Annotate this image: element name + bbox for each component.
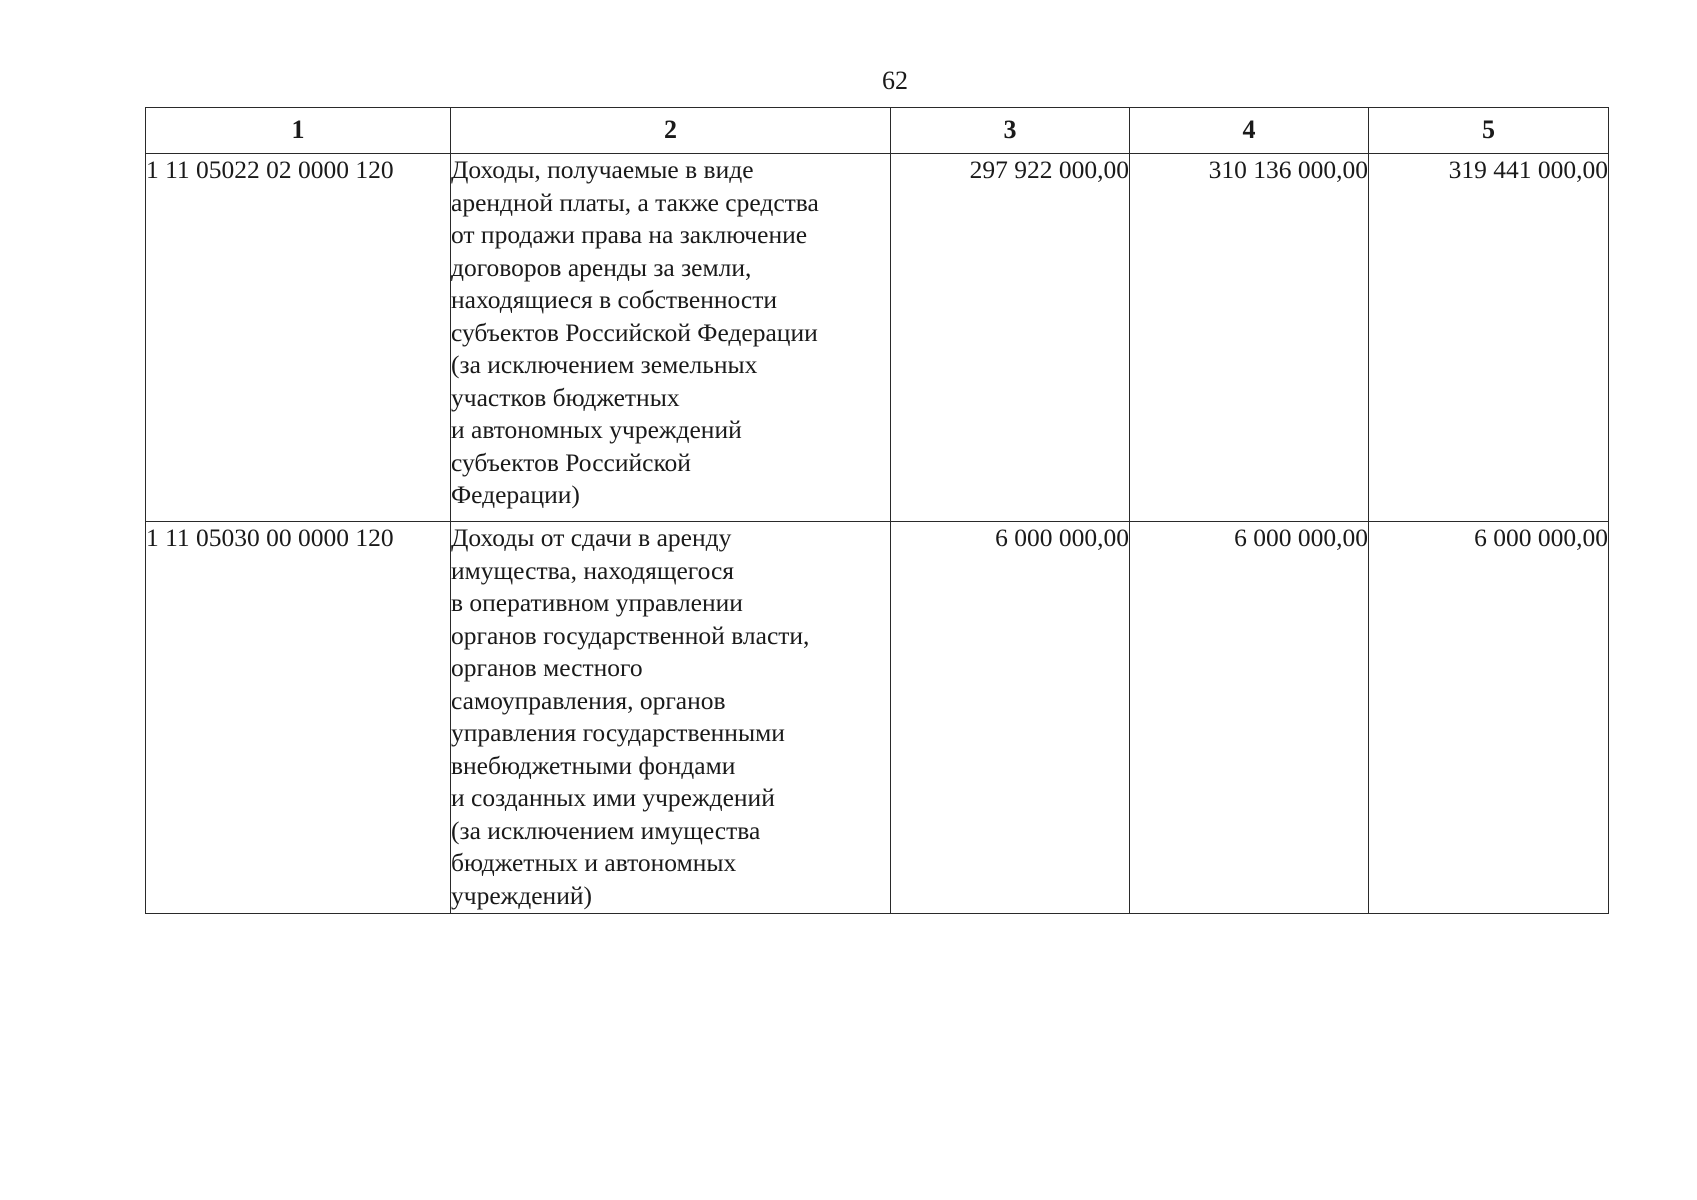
description-line: от продажи права на заключение — [451, 220, 808, 249]
row-value-col5: 319 441 000,00 — [1369, 154, 1609, 522]
row-description — [451, 522, 891, 914]
row-value-col4: 310 136 000,00 — [1130, 154, 1369, 522]
table-row — [146, 154, 1609, 522]
description-line: органов местного — [451, 653, 643, 682]
description-line: участков бюджетных — [451, 382, 680, 412]
row-value-col3: 297 922 000,00 — [891, 154, 1130, 522]
description-line: управления государственными — [451, 718, 785, 747]
description-line: арендной платы, а также средства — [451, 187, 819, 217]
description-line: субъектов Российской — [451, 447, 691, 477]
description-line: имущества, находящегося — [451, 555, 735, 585]
row-value-col5: 6 000 000,00 — [1369, 522, 1609, 914]
table-row — [146, 522, 1609, 914]
row-description — [451, 154, 891, 522]
row-value-col4: 6 000 000,00 — [1130, 522, 1369, 914]
description-line: и созданных ими учреждений — [451, 783, 775, 812]
description-line: договоров аренды за земли, — [451, 252, 752, 282]
description-line: Доходы, получаемые в виде — [451, 155, 754, 184]
description-line: Федерации) — [451, 480, 580, 509]
description-line: и автономных учреждений — [451, 415, 742, 444]
column-header-4: 4 — [1130, 108, 1369, 154]
description-line: (за исключением земельных — [451, 350, 758, 379]
description-line: органов государственной власти, — [451, 620, 810, 650]
description-line: находящиеся в собственности — [451, 285, 778, 314]
table-header-row — [146, 108, 1609, 154]
description-line: самоуправления, органов — [451, 685, 726, 715]
column-header-5: 5 — [1369, 108, 1609, 154]
description-line: (за исключением имущества — [451, 815, 761, 845]
revenue-table — [145, 107, 1609, 914]
row-code: 1 11 05030 00 0000 120 — [146, 522, 451, 914]
column-header-1: 1 — [146, 108, 451, 154]
row-code: 1 11 05022 02 0000 120 — [146, 154, 451, 522]
description-line: в оперативном управлении — [451, 588, 743, 617]
description-line: внебюджетными фондами — [451, 750, 736, 780]
description-line: Доходы от сдачи в аренду — [451, 523, 732, 552]
description-line: бюджетных и автономных — [451, 848, 737, 877]
column-header-2: 2 — [451, 108, 891, 154]
description-line: учреждений) — [451, 880, 592, 910]
description-line: субъектов Российской Федерации — [451, 317, 818, 347]
page-number: 62 — [882, 66, 908, 95]
column-header-3: 3 — [891, 108, 1130, 154]
row-value-col3: 6 000 000,00 — [891, 522, 1130, 914]
